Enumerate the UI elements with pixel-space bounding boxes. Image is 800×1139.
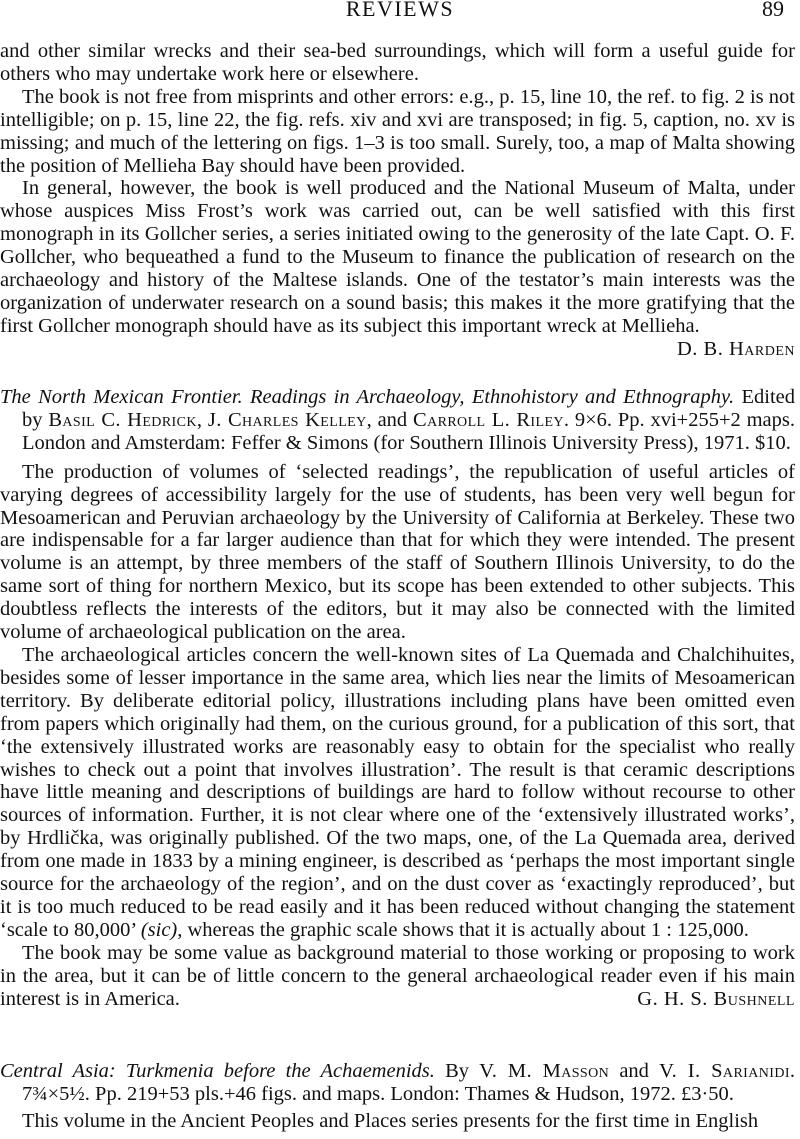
reviewer-signature: G. H. S. Bushnell — [637, 987, 795, 1010]
conjunction: , and — [366, 408, 408, 431]
author-name: V. I. Sarianidi — [659, 1060, 790, 1082]
edited-by-label: Edited by — [22, 386, 795, 431]
paragraph: and other similar wrecks and their sea-bed surroundings, which will form a useful guide for others who may undertake work here or elsewhere. — [0, 40, 795, 85]
editor-name: J. Charles Kelley — [207, 408, 367, 431]
paragraph — [0, 942, 795, 1011]
publication-details: . 7¾×5½. Pp. 219+53 pls.+46 figs. and maps. London: Thames & Hudson, 1972. £3·50. — [22, 1060, 796, 1105]
review-north-mexican-frontier — [0, 386, 795, 1010]
editor-name: Basil C. Hedrick — [48, 408, 197, 431]
conjunction: and — [619, 1060, 649, 1082]
paragraph-text: In general, however, the book is well produced and the National Museum of Malta, under whose auspices Miss Frost’s work was carried out, can be well satisfied with this first monograph in its Gollcher series, a series initiated owing to the generosity of the late Capt. O. F. Gollcher, who bequeathed a fund to the Museum to finance the publication of research on the archaeology and history of the Maltese islands. One of the testator’s main interests was the organization of underwater research on a sound basis; this makes it the more gratifying that the first Gollcher monograph should have as its subject this important wreck at Mellieha. — [0, 177, 795, 337]
paragraph: The book is not free from misprints and other errors: e.g., p. 15, line 10, the ref. to fig. 2 is not intelligible; on p. 15, line 22, the fig. refs. xiv and xvi are transposed; in fig. 5, caption, no. xv is missing; and much of the lettering on figs. 1–3 is too small. Surely, too, a map of Malta showing the position of Mellieha Bay should have been provided. — [0, 85, 795, 177]
paragraph — [0, 644, 795, 942]
review-heading: The North Mexican Frontier. Readings in Archaeology, Ethnohistory and Ethnography. Edited by Basil C. Hedrick, J. Charles Kelley, and Carroll L. Riley. 9×6. Pp. xvi+255+2 maps. London and Amsterdam: Feffer & Simons (for Southern Illinois University Press), 1971. $10. — [0, 386, 796, 454]
by-label: By — [445, 1060, 469, 1082]
paragraph: The production of volumes of ‘selected readings’, the republication of useful articles of varying degrees of accessibility largely for the use of students, has been very well begun for Mesoamerican and Peruvian archaeology by the University of California at Berkeley. These two are indispensable for a far larger audience than that for which they were intended. The present volume is an attempt, by three members of the staff of Southern Illinois University, to do the same sort of thing for northern Mexico, but its scope has been extended to other subjects. This doubtless reflects the interests of the editors, but it may also be connected with the limited volume of archaeological publication on the area. — [0, 460, 795, 644]
running-head-title: REVIEWS — [345, 0, 455, 21]
review-heading — [0, 1060, 795, 1106]
sic-note: (sic) — [140, 918, 178, 941]
paragraph — [0, 177, 795, 360]
paragraph-text: The archaeological articles concern the well-known sites of La Quemada and Chalchihuites, besides some of lesser importance in the same area, which lies near the limits of Mesoamerican territory. By deliberate editorial policy, illustrations including plans have been omitted even from papers which originally had them, on the curious ground, for a publication of this sort, that ‘the extensively illustrated works are reasonably easy to obtain for the specialist who really wishes to check out a point that involves illustration’. The result is that ceramic descriptions have little meaning and descriptions of buildings are hard to follow without recourse to other sources of information. Further, it is not clear where one of the ‘extensively illustrated works’, by Hrdlička, was originally published. Of the two maps, one, of the La Quemada area, derived from one made in 1833 by a mining engineer, is described as ‘perhaps the most important single source for the archaeology of the region’, and on the dust cover as ‘exactingly reproduced’, but it is too much reduced to be read easily and it has been reduced without changing the statement ‘scale to 80,000’ — [0, 643, 795, 941]
editor-name: Carroll L. Riley — [413, 408, 564, 431]
publication-details: . 9×6. Pp. xvi+255+2 maps. London and Amsterdam: Feffer & Simons (for Southern Illinois University Press), 1971. $10. — [22, 408, 796, 454]
book-title: Central Asia: Turkmenia before the Achaemenids. — [0, 1060, 435, 1082]
paragraph-text: , whereas the graphic scale shows that it is actually about 1 : 125,000. — [177, 918, 749, 941]
paragraph-text: The book may be some value as background material to those working or proposing to work in the area, but it can be of little concern to the general archaeological reader even if his main interest is in America. — [0, 941, 795, 1010]
author-name: V. M. Masson — [479, 1060, 610, 1082]
paragraph: This volume in the Ancient Peoples and Places series presents for the first time in English — [22, 1109, 759, 1132]
review-continuation — [0, 40, 795, 361]
book-title: The North Mexican Frontier. Readings in Archaeology, Ethnohistory and Ethnography. — [0, 386, 735, 408]
reviewer-signature: D. B. Harden — [676, 337, 795, 360]
running-head — [0, 0, 800, 22]
page-number: 89 — [762, 0, 784, 21]
review-central-asia — [0, 1060, 795, 1133]
